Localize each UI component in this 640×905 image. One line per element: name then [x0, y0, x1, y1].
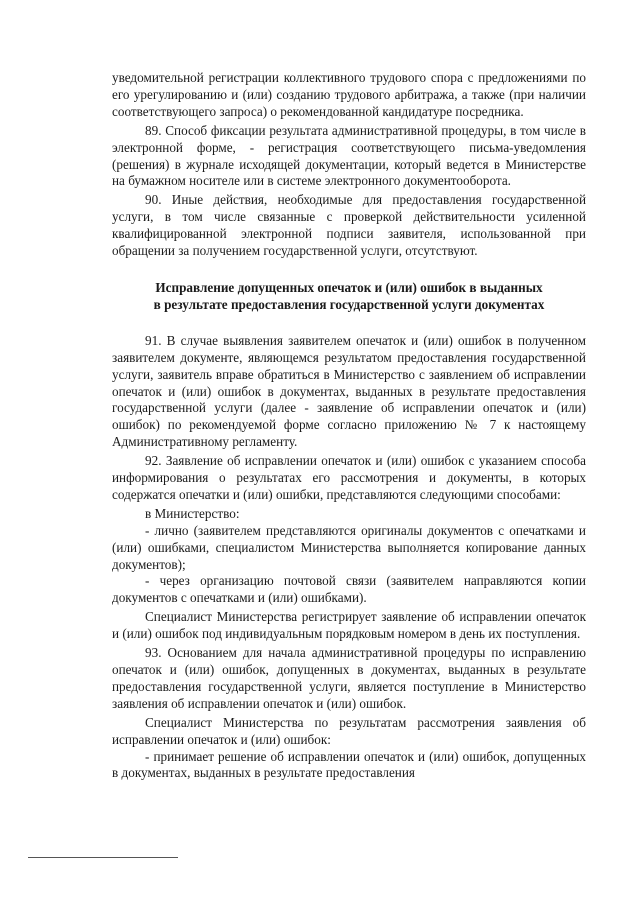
document-page [112, 70, 586, 782]
paragraph-92: 92. Заявление об исправлении опечаток и (или) ошибок с указанием способа информирования о результатах его рассмотрения и документы, в которых содержатся опечатки и (или) ошибки, представляются следующими способами: [112, 453, 586, 502]
paragraphs-top [112, 70, 586, 260]
paragraph-93: 93. Основанием для начала административной процедуры по исправлению опечаток и (или) ошибок, допущенных в документах, выданных в результате предоставления государственной услуги, является поступление в Министерство заявления об исправлении опечаток и (или) ошибок. [112, 645, 586, 711]
section-heading-line-1: Исправление допущенных опечаток и (или) ошибок в выданных [155, 279, 543, 295]
paragraph-92-post: - через организацию почтовой связи (заявителем направляются копии документов с опечатками и (или) ошибками). [112, 573, 586, 606]
paragraph-continuation: уведомительной регистрации коллективного трудового спора с предложениями по его урегулированию и (или) созданию трудового арбитража, а также (при наличии соответствующего запроса) о рекомендованной кандидатуре посредника. [112, 70, 586, 119]
paragraph-92-in-person: - лично (заявителем представляются оригиналы документов с опечатками и (или) ошибками, специалистом Министерства выполняется копирование данных документов); [112, 522, 586, 572]
section-heading [112, 280, 586, 314]
footnote-divider [28, 857, 178, 858]
paragraph-93-decision: - принимает решение об исправлении опечаток и (или) ошибок, допущенных в документах, выданных в результате предоставления [112, 748, 586, 781]
paragraph-90: 90. Иные действия, необходимые для предоставления государственной услуги, в том числе связанные с проверкой действительности усиленной квалифицированной электронной подписи заявителя, использованной при обращении за получением государственной услуги, отсутствуют. [112, 192, 586, 259]
paragraph-93-review: Специалист Министерства по результатам рассмотрения заявления об исправлении опечаток и (или) ошибок: [112, 714, 586, 747]
paragraph-92-ministry: в Министерство: [145, 505, 240, 521]
paragraph-92-registration: Специалист Министерства регистрирует заявление об исправлении опечаток и (или) ошибок под индивидуальным порядковым номером в день их поступления. [112, 609, 586, 642]
paragraph-91: 91. В случае выявления заявителем опечаток и (или) ошибок в полученном заявителем документе, являющемся результатом предоставления государственной услуги, заявитель вправе обратиться в Министерство с заявлением об исправлении опечаток и (или) ошибок в документах, выданных в результате предоставления государственной услуги (далее - заявление об исправлении опечаток и (или) ошибок) по рекомендуемой форме согласно приложению № 7 к настоящему Административному регламенту. [112, 332, 586, 450]
paragraphs-bottom [112, 333, 586, 783]
paragraph-89: 89. Способ фиксации результата административной процедуры, в том числе в электронной форме, - регистрация соответствующего письма-уведомления (решения) в журнале исходящей документации, который ведется в Министерстве на бумажном носителе или в системе электронного документооборота. [112, 122, 586, 189]
section-heading-line-2: в результате предоставления государственной услуги документах [153, 296, 545, 312]
